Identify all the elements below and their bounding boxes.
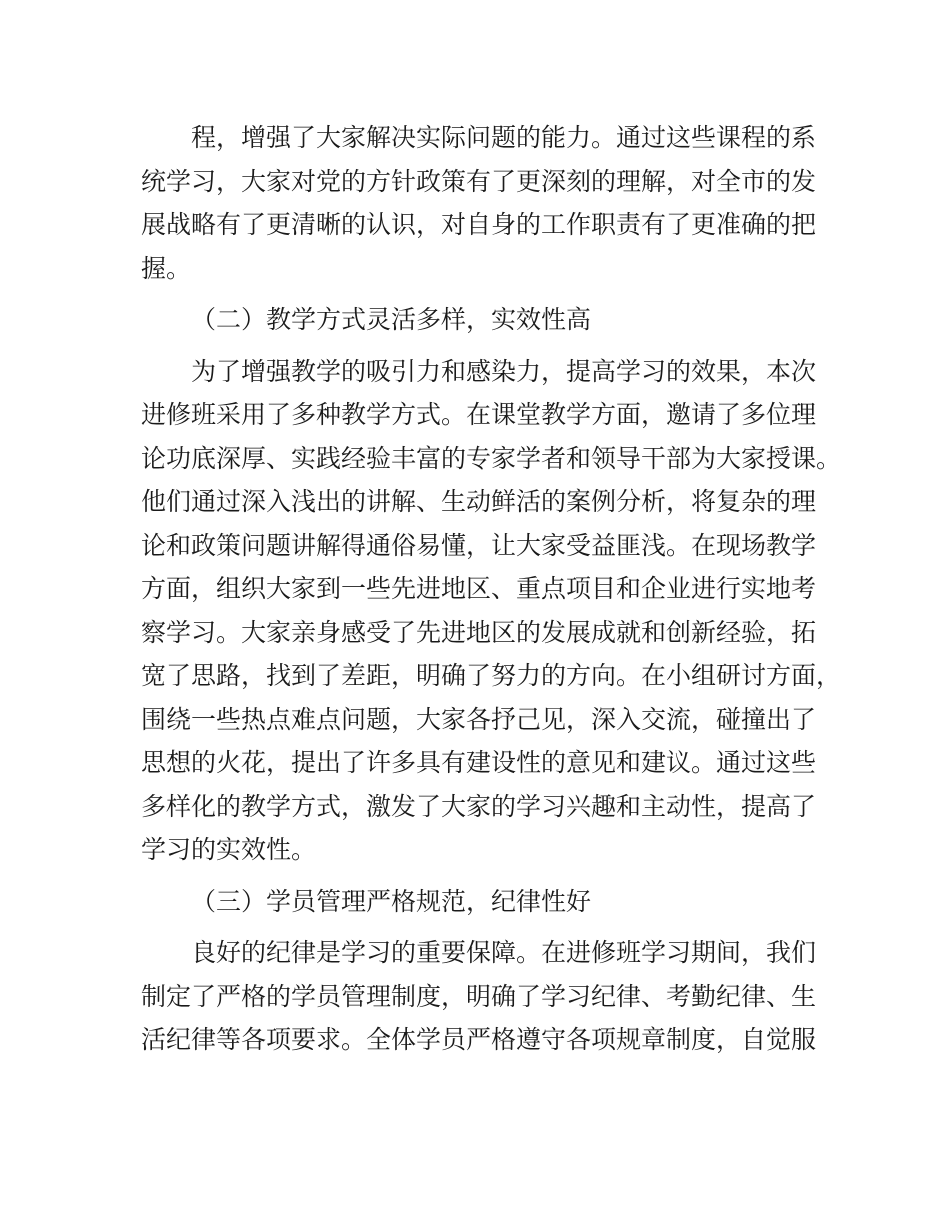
- paragraph-line: 程，增强了大家解决实际问题的能力。通过这些课程的系: [191, 123, 817, 152]
- paragraph-line: 活纪律等各项要求。全体学员严格遵守各项规章制度，自觉服: [141, 1025, 817, 1054]
- paragraph-line: 他们通过深入浅出的讲解、生动鲜活的案例分析，将复杂的理: [141, 487, 817, 516]
- paragraph-line: 方面，组织大家到一些先进地区、重点项目和企业进行实地考: [141, 574, 817, 603]
- paragraph-line: 展战略有了更清晰的认识，对自身的工作职责有了更准确的把: [141, 210, 817, 239]
- heading-text: （二）教学方式灵活多样，实效性高: [191, 305, 592, 334]
- paragraph-line: 学习的实效性。: [141, 835, 317, 864]
- paragraph-line: 论和政策问题讲解得通俗易懂，让大家受益匪浅。在现场教学: [141, 530, 817, 560]
- paragraph-2: [141, 350, 842, 872]
- paragraph-line: 论功底深厚、实践经验丰富的专家学者和领导干部为大家授课。: [141, 443, 842, 473]
- paragraph-line: 察学习。大家亲身感受了先进地区的发展成就和创新经验，拓: [141, 617, 817, 647]
- paragraph-line: 多样化的教学方式，激发了大家的学习兴趣和主动性，提高了: [141, 791, 817, 821]
- section-heading-2: [141, 298, 834, 342]
- section-heading-3: [141, 880, 834, 924]
- paragraph-line: 统学习，大家对党的方针政策有了更深刻的理解，对全市的发: [141, 166, 817, 196]
- document-body: [141, 116, 842, 1062]
- paragraph-line: 良好的纪律是学习的重要保障。在进修班学习期间，我们: [191, 938, 817, 967]
- paragraph-line: 进修班采用了多种教学方式。在课堂教学方面，邀请了多位理: [141, 400, 817, 429]
- paragraph-line: 为了增强教学的吸引力和感染力，提高学习的效果，本次: [191, 356, 817, 386]
- heading-text: （三）学员管理严格规范，纪律性好: [191, 886, 592, 916]
- paragraph-line: 握。: [141, 253, 192, 283]
- paragraph-line: 制定了严格的学员管理制度，明确了学习纪律、考勤纪律、生: [141, 981, 817, 1011]
- paragraph-1: [141, 116, 834, 290]
- paragraph-line: 围绕一些热点难点问题，大家各抒己见，深入交流，碰撞出了: [141, 704, 817, 734]
- paragraph-3: [141, 931, 834, 1062]
- paragraph-line: 宽了思路，找到了差距，明确了努力的方向。在小组研讨方面，: [141, 661, 842, 690]
- paragraph-line: 思想的火花，提出了许多具有建设性的意见和建议。通过这些: [141, 748, 817, 777]
